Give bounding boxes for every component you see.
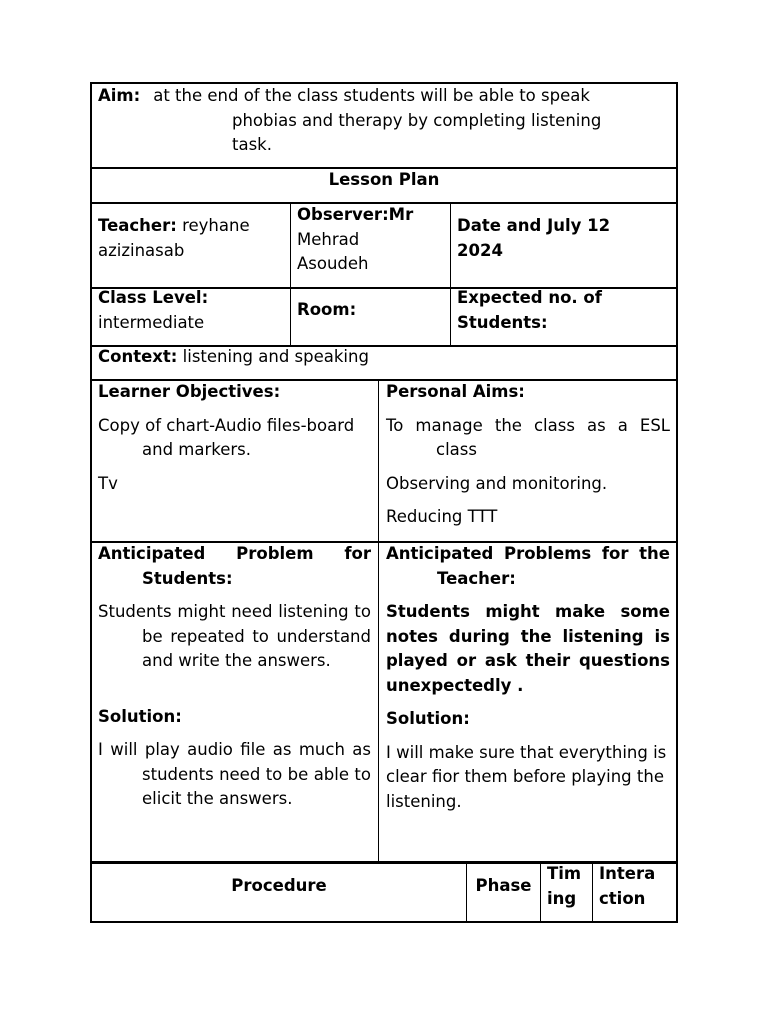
interaction-header: [599, 862, 675, 911]
timing-header-line1: Tim: [547, 864, 582, 883]
context-cell: [98, 345, 668, 370]
problem-teacher-solution-label: Solution:: [386, 709, 470, 728]
learner-objective-item: Tv: [98, 473, 118, 493]
column-divider: [592, 863, 593, 922]
date-line1: Date and July 12: [457, 216, 611, 235]
problem-teacher-text: Students might make some notes during the listening is played or ask their questions unexpectedly .: [386, 602, 670, 695]
problem-students-heading-text: Anticipated Problem for Students:: [98, 544, 371, 588]
personal-aim-item: Reducing TTT: [386, 507, 498, 526]
teacher-label: Teacher:: [98, 216, 177, 235]
aim-cell: [98, 84, 668, 158]
timing-header-line2: ing: [547, 888, 577, 908]
problem-students-cell: [98, 542, 371, 812]
learner-objectives-cell: [98, 380, 372, 496]
personal-aim-item: Observing and monitoring.: [386, 473, 608, 493]
lesson-plan-title: Lesson Plan: [328, 170, 440, 189]
interaction-header-line1: Intera: [599, 864, 656, 883]
room-label: Room:: [297, 300, 357, 319]
learner-objectives-heading: Learner Objectives:: [98, 382, 281, 401]
personal-aims-cell: [386, 380, 670, 530]
personal-aim-item: To manage the class as a ESL class: [386, 415, 670, 459]
date-cell: [457, 214, 672, 263]
phase-header: Phase: [475, 876, 532, 895]
observer-cell: [297, 203, 447, 277]
aim-label: Aim:: [98, 86, 141, 105]
observer-name-line2: Asoudeh: [297, 254, 369, 273]
context-label: Context:: [98, 347, 178, 366]
class-level-value: intermediate: [98, 312, 205, 332]
problem-students-heading: [98, 542, 371, 591]
class-level-label: Class Level:: [98, 288, 209, 307]
teacher-name-line1: reyhane: [182, 216, 250, 235]
personal-aims-heading: Personal Aims:: [386, 382, 525, 401]
learner-objective-item: Copy of chart-Audio files-board and markers.: [98, 415, 355, 459]
problem-teacher-heading: Anticipated Problems for the Teacher:: [386, 544, 670, 588]
problem-teacher-cell: [386, 542, 670, 814]
timing-header: [547, 862, 591, 911]
column-divider: [290, 203, 291, 346]
expected-line2: Students:: [457, 312, 548, 332]
class-level-cell: [98, 286, 288, 335]
problem-teacher-solution-text: I will make sure that everything is clear fior them before playing the listening.: [386, 742, 667, 811]
aim-line3: task.: [232, 135, 272, 154]
observer-label: Observer:Mr: [297, 205, 414, 224]
problem-students-solution-text: I will play audio file as much as students need to be able to elicit the answers.: [98, 740, 371, 808]
problem-students-text: Students might need listening to be repeated to understand and write the answers.: [98, 602, 371, 670]
expected-cell: [457, 286, 672, 335]
column-divider: [450, 203, 451, 346]
aim-line1: at the end of the class students will be able to speak: [153, 86, 590, 105]
column-divider: [540, 863, 541, 922]
column-divider: [378, 380, 379, 862]
expected-line1: Expected no. of: [457, 288, 602, 307]
teacher-name-line2: azizinasab: [98, 240, 185, 260]
aim-line2: phobias and therapy by completing listening: [232, 110, 602, 130]
date-line2: 2024: [457, 240, 503, 260]
teacher-cell: [98, 214, 288, 263]
observer-name-line1: Mehrad: [297, 229, 360, 249]
context-value: listening and speaking: [182, 347, 369, 366]
procedure-header: Procedure: [231, 876, 327, 895]
problem-students-solution-label: Solution:: [98, 706, 182, 726]
interaction-header-line2: ction: [599, 888, 646, 908]
